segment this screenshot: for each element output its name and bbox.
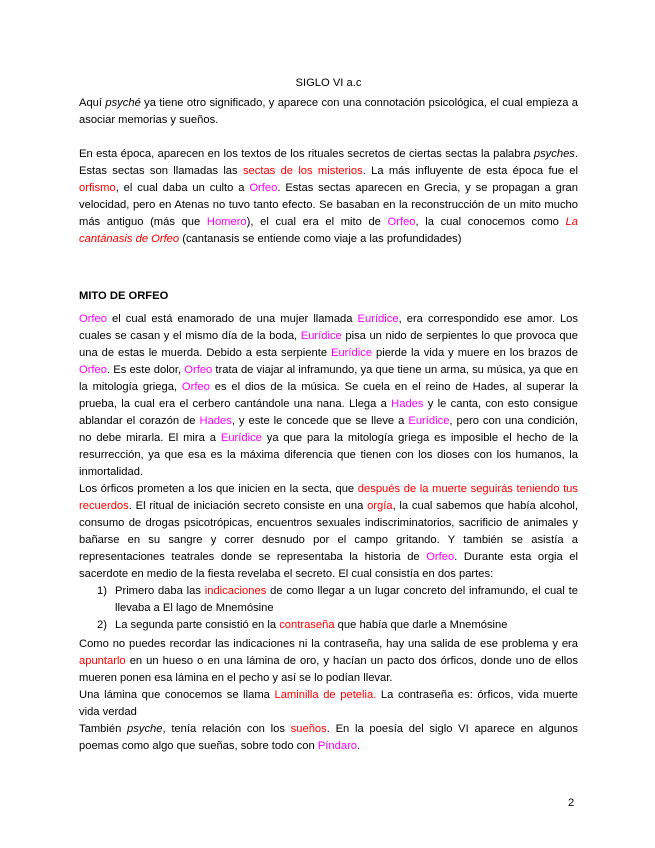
- name-orfeo: Orfeo: [387, 216, 416, 228]
- paragraph-group-final: [79, 636, 578, 755]
- highlight-orfismo: orfismo: [79, 182, 116, 194]
- paragraph-mito: Orfeo el cual está enamorado de una mujer llamada Eurídice, era correspondido ese amor. Los cuales se casan y el mismo día de la boda, Eurídice pisa un nido de serpientes lo que provoca que una de estas le muerda. Debido a esta serpiente Eurídice pierde la vida y muere en los brazos de Orfeo. Es este dolor, Orfeo trata de viajar al inframundo, ya que tiene un arma, su música, ya que en la mitología griega, Orfeo es el dios de la música. Se cuela en el reino de Hades, al superar la prueba, la cual era el cerbero cantándole una nana. Llega a Hades y le canta, con esto consigue ablandar el corazón de Hades, y este le concede que se lleve a Eurídice, pero con una condición, no debe mirarla. El mira a Eurídice ya que para la mitología griega es imposible el hecho de la resurrección, ya que esa es la máxima diferencia que tienen con los dioses con los humanos, la inmortalidad.: [79, 313, 579, 478]
- highlight-orgia: orgía: [367, 500, 393, 512]
- paragraph-sectas: En esta época, aparecen en los textos de los rituales secretos de ciertas sectas la palabra psyches. Estas sectas son llamadas las sectas de los misterios. La más influyente de esta época fue el orfismo, el cual daba un culto a Orfeo. Estas sectas aparecen en Grecia, y se propagan a gran velocidad, pero en Atenas no tuvo tanto efecto. Se basaban en la reconstrucción de un mito mucho más antiguo (más que Homero), el cual era el mito de Orfeo, la cual conocemos como La cantánasis de Orfeo (cantanasis se entiende como viaje a las profundidades): [79, 148, 579, 245]
- paragraph-lamina: Una lámina que conocemos se llama Laminilla de petelia. La contraseña es: órficos, vida muerte vida verdad: [79, 689, 578, 718]
- term-psyche: psyché: [105, 97, 141, 109]
- highlight-indicaciones: indicaciones: [204, 585, 267, 597]
- name-pindaro: Píndaro: [317, 740, 358, 752]
- page-title: SIGLO VI a.c: [295, 77, 362, 89]
- term-psyche: psyche: [127, 723, 163, 735]
- name-euridice: Eurídice: [300, 330, 342, 342]
- name-orfeo: Orfeo: [184, 364, 213, 376]
- numbered-list: [79, 583, 578, 634]
- list-item: 2) La segunda parte consistió en la contraseña que había que darle a Mnemósine: [97, 619, 508, 631]
- name-orfeo: Orfeo: [426, 551, 455, 563]
- page-number: 2: [568, 797, 575, 809]
- paragraph-orficos: Los órficos prometen a los que inicien en la secta, que después de la muerte seguirás teniendo tus recuerdos. El ritual de iniciación secreto consiste en una orgía, la cual sabemos que había alcohol, consumo de drogas psicotrópicas, encuentros sexuales indiscriminatorios, sacrificio de animales y bañarse en su sangre y correr desnudo por el campo gritando. Y también se asistía a representaciones teatrales donde se representaba la historia de Orfeo. Durante esta orgia el sacerdote en medio de la fiesta revelaba el secreto. El cual consistía en dos partes: 1) Primero daba las indicaciones de como llegar a un lugar concreto del inframundo, el cual te llevaba a El lago de Mnemósine 2) La segunda parte consistió en la contraseña que había que darle a Mnemósine: [79, 481, 578, 634]
- highlight-cantanasis: La cantánasis de Orfeo: [79, 216, 578, 245]
- name-euridice: Eurídice: [331, 347, 373, 359]
- highlight-apuntarlo: apuntarlo: [79, 655, 126, 667]
- name-orfeo: Orfeo: [181, 381, 210, 393]
- highlight-contrasena: contraseña: [279, 619, 335, 631]
- name-hades: Hades: [391, 398, 424, 410]
- highlight-despues: después de la muerte seguirás teniendo tus recuerdos: [79, 483, 578, 512]
- paragraph-intro: Aquí psyché ya tiene otro significado, y aparece con una connotación psicológica, el cual empieza a asociar memorias y sueños.: [79, 97, 578, 126]
- paragraph-suenos: También psyche, tenía relación con los sueños. En la poesía del siglo VI aparece en algunos poemas como algo que sueñas, sobre todo con Píndaro.: [79, 723, 578, 752]
- paragraph-apuntarlo: Como no puedes recordar las indicaciones ni la contraseña, hay una salida de ese problema y era apuntarlo en un hueso o en una lámina de oro, y hacían un pacto dos órficos, donde uno de ellos mueren ponen esa lámina en el pecho y así se lo podían llevar.: [79, 638, 578, 684]
- term-psyches: psyches: [533, 148, 575, 160]
- highlight-laminilla: Laminilla de petelia.: [274, 689, 377, 701]
- name-orfeo: Orfeo: [79, 313, 107, 325]
- list-item: 1) Primero daba las indicaciones de como llegar a un lugar concreto del inframundo, el cual te llevaba a El lago de Mnemósine: [97, 585, 578, 614]
- name-orfeo: Orfeo: [79, 364, 107, 376]
- name-euridice: Eurídice: [408, 415, 450, 427]
- highlight-sectas: sectas de los misterios: [242, 165, 363, 177]
- name-hades: Hades: [199, 415, 232, 427]
- name-homero: Homero: [206, 216, 247, 228]
- name-euridice: Eurídice: [357, 313, 399, 325]
- section-heading: MITO DE ORFEO: [79, 290, 169, 302]
- name-orfeo: Orfeo: [249, 182, 278, 194]
- name-euridice: Eurídice: [220, 432, 262, 444]
- highlight-suenos: sueños: [290, 723, 327, 735]
